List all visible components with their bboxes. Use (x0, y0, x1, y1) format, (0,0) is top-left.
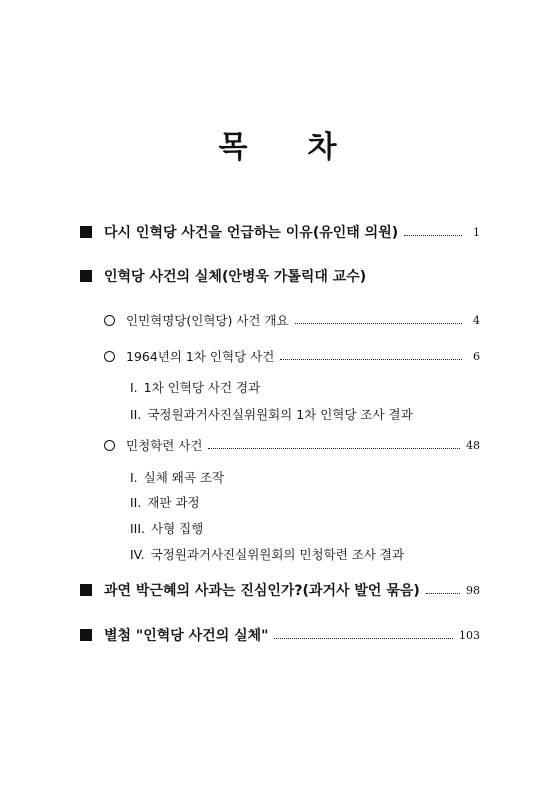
toc-item-label: 국정원과거사진실위원회의 민청학련 조사 결과 (150, 547, 405, 562)
square-bullet-icon (80, 584, 92, 596)
toc-entry-label: 별첨 "인혁당 사건의 실체" (104, 628, 269, 644)
toc-page-number: 103 (459, 628, 480, 642)
roman-numeral: III. (130, 520, 146, 536)
toc-item-label: 1차 인혁당 사건 경과 (143, 380, 261, 395)
dot-leader (280, 359, 462, 360)
toc-page-number: 98 (466, 583, 480, 597)
toc-item-label: 사형 집행 (151, 521, 204, 536)
title-char-right: 차 (307, 130, 339, 165)
toc-subentry-1[interactable] (104, 311, 480, 329)
toc-page-number: 4 (473, 313, 480, 327)
toc-subentry-3[interactable] (104, 436, 480, 454)
square-bullet-icon (80, 629, 92, 641)
title-char-left: 목 (218, 130, 250, 165)
toc-item[interactable] (130, 378, 260, 396)
page-title (0, 122, 557, 166)
square-bullet-icon (80, 226, 92, 238)
toc-entry-3[interactable] (80, 580, 480, 600)
toc-item[interactable] (130, 468, 224, 486)
toc-entry-label: 인혁당 사건의 실체(안병욱 가톨릭대 교수) (104, 269, 367, 285)
dot-leader (295, 323, 462, 324)
dot-leader (208, 448, 460, 449)
circle-bullet-icon (104, 315, 115, 326)
toc-page-number: 48 (466, 438, 480, 452)
roman-numeral: I. (130, 379, 138, 395)
dot-leader (274, 638, 453, 639)
toc-subentry-label: 1964년의 1차 인혁당 사건 (126, 349, 275, 364)
toc-item-label: 실체 왜곡 조작 (143, 470, 225, 485)
toc-page-number: 6 (473, 349, 480, 363)
roman-numeral: II. (130, 406, 142, 422)
dot-leader (404, 235, 462, 236)
toc-item-label: 국정원과거사진실위원회의 1차 인혁당 조사 결과 (147, 407, 413, 422)
toc-item[interactable] (130, 405, 413, 423)
roman-numeral: IV. (130, 546, 145, 562)
toc-entry-label: 과연 박근혜의 사과는 진심인가?(과거사 발언 묶음) (104, 583, 420, 599)
circle-bullet-icon (104, 440, 115, 451)
toc-item[interactable] (130, 545, 404, 563)
toc-page-number: 1 (473, 225, 480, 239)
roman-numeral: II. (130, 494, 142, 510)
toc-subentry-2[interactable] (104, 347, 480, 365)
roman-numeral: I. (130, 469, 138, 485)
toc-subentry-label: 민청학련 사건 (126, 438, 203, 453)
toc-item[interactable] (130, 493, 200, 511)
toc-subentry-label: 인민혁명당(인혁당) 사건 개요 (126, 313, 289, 328)
dot-leader (426, 593, 460, 594)
toc-entry-2[interactable] (80, 266, 366, 286)
circle-bullet-icon (104, 351, 115, 362)
toc-entry-1[interactable] (80, 222, 480, 242)
toc-entry-label: 다시 인혁당 사건을 언급하는 이유(유인태 의원) (104, 225, 399, 241)
square-bullet-icon (80, 270, 92, 282)
toc-item[interactable] (130, 519, 203, 537)
toc-item-label: 재판 과정 (147, 495, 200, 510)
toc-entry-4[interactable] (80, 625, 480, 645)
